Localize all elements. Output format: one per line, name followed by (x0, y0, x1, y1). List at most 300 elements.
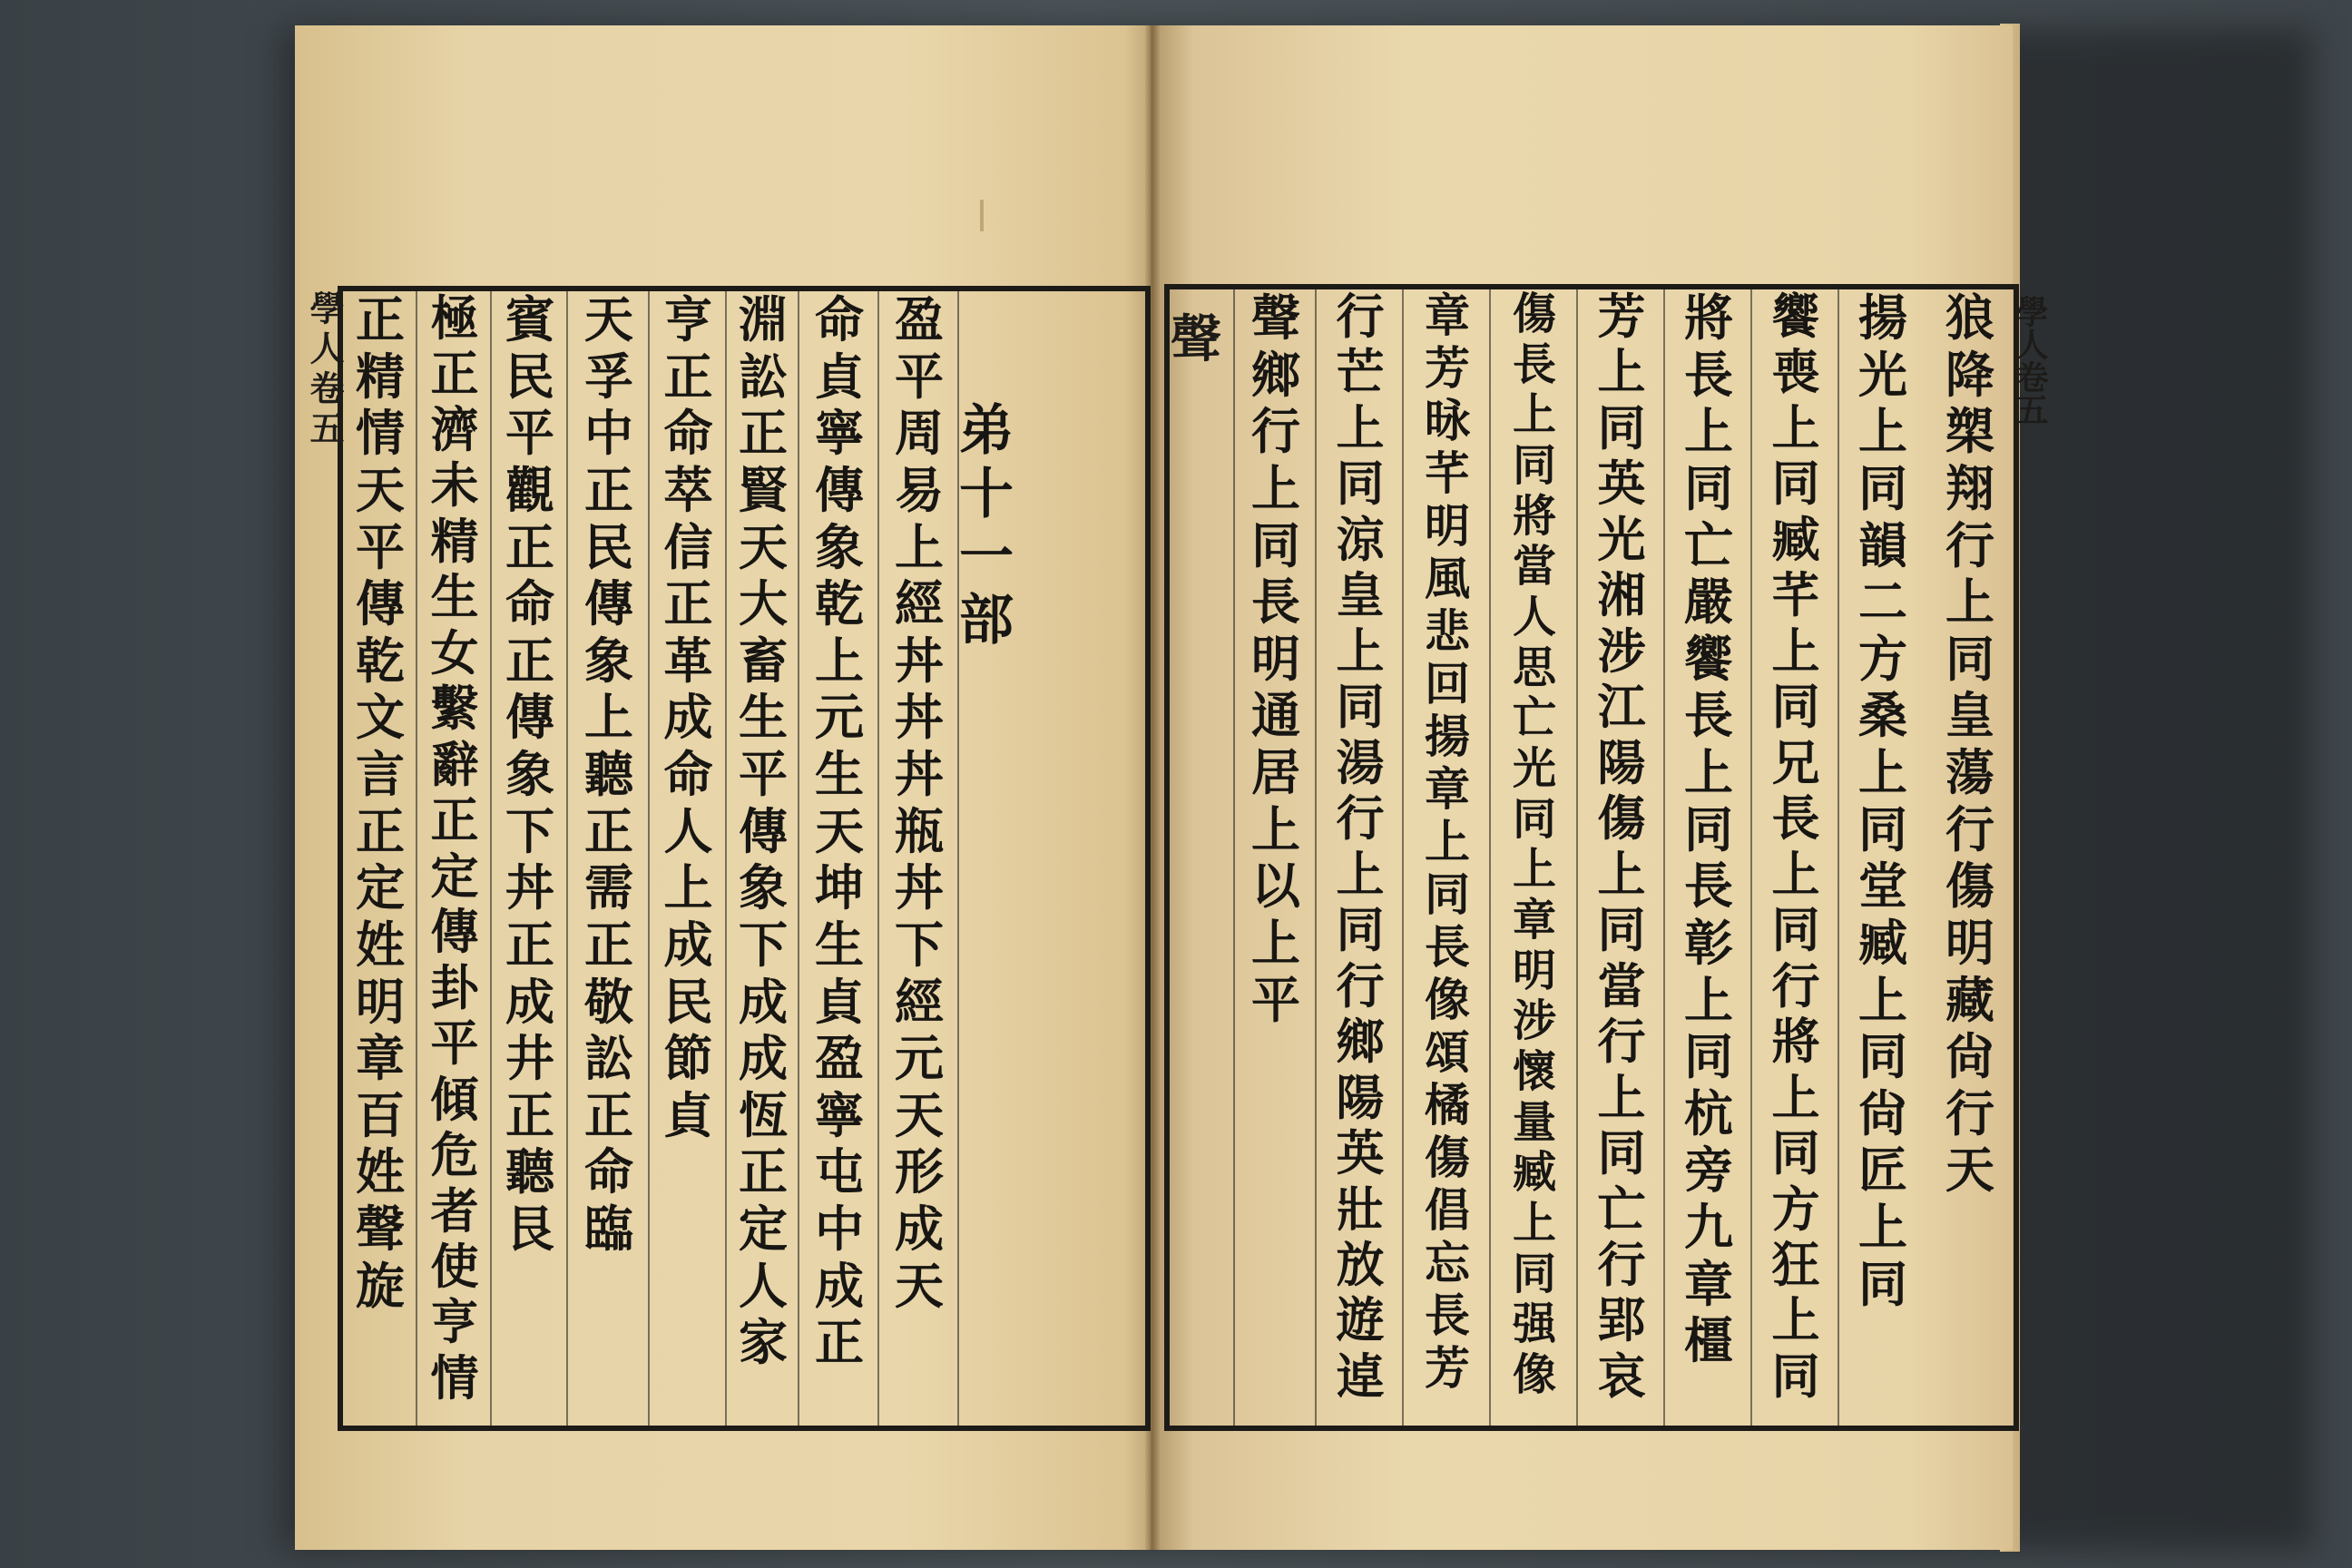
column-char: 信 (663, 517, 713, 576)
column-char: 行 (1336, 289, 1385, 345)
column-char: 中 (815, 1200, 864, 1258)
column-char: 命 (663, 745, 713, 803)
column-char: 同 (1597, 902, 1646, 959)
column-char: 長 (1684, 686, 1733, 745)
column-char: 節 (663, 1029, 713, 1088)
column-char: 正 (739, 404, 788, 463)
column-char: 將 (1684, 289, 1733, 347)
column-char: 家 (739, 1313, 788, 1372)
column-char: 天 (895, 1256, 944, 1315)
column-char: 下 (895, 915, 944, 974)
column-char: 觀 (505, 460, 554, 519)
column-char: 同 (1858, 1027, 1907, 1086)
column-char: 光 (1858, 345, 1907, 404)
column-char: 揚 (1858, 289, 1907, 347)
column-char: 上 (895, 517, 944, 576)
column-char: 居 (1251, 743, 1300, 801)
column-char: 行 (1336, 957, 1385, 1014)
column-char: 天 (815, 801, 864, 860)
column-char: 狂 (1771, 1236, 1820, 1293)
column-char: 女 (430, 624, 479, 681)
column-char: 需 (584, 858, 633, 917)
column-char: 貞 (663, 1085, 713, 1144)
column-char: 橘 (1425, 1078, 1470, 1132)
column-char: 丼 (895, 631, 944, 690)
column-char: 聽 (505, 1142, 554, 1201)
column-char: 成 (663, 688, 713, 747)
column-char: 正 (505, 915, 554, 974)
column-char: 平 (739, 745, 788, 803)
column-char: 平 (430, 1015, 479, 1073)
column-char: 長 (1771, 790, 1820, 848)
column-char: 二 (1858, 573, 1907, 632)
column-char: 上 (1945, 573, 1994, 632)
text-column (341, 291, 417, 1426)
column-char: 上 (1425, 815, 1470, 868)
column-char: 江 (1597, 679, 1646, 736)
column-char: 敬 (584, 972, 633, 1031)
column-char: 章 (1425, 289, 1470, 342)
column-char: 丼 (505, 858, 554, 917)
column-char: 逴 (1336, 1348, 1385, 1405)
column-char: 槊 (1945, 402, 1994, 461)
column-char: 姓 (356, 915, 405, 974)
text-column (1233, 289, 1317, 1426)
column-char: 民 (584, 517, 633, 576)
column-char: 象 (815, 517, 864, 576)
column-char: 芳 (1597, 289, 1646, 345)
column-char: 丼 (895, 688, 944, 747)
column-char: 人 (663, 801, 713, 860)
column-char: 湘 (1597, 567, 1646, 624)
column-char: 皇 (1945, 686, 1994, 745)
column-char: 光 (1597, 511, 1646, 568)
column-char: 亡 (1684, 515, 1733, 574)
column-char: 繫 (430, 681, 479, 738)
column-char: 成 (739, 972, 788, 1031)
text-column (1489, 289, 1578, 1426)
column-char: 像 (1425, 973, 1470, 1026)
column-char: 正 (356, 801, 405, 860)
paper-crease (980, 200, 984, 231)
column-char: 上 (1771, 846, 1820, 903)
column-char: 臧 (1771, 511, 1820, 568)
right-text-block (1164, 284, 2019, 1431)
column-char: 上 (1512, 1198, 1556, 1250)
column-char: 上 (1251, 913, 1300, 972)
column-char: 思 (1512, 642, 1556, 693)
column-char: 章 (356, 1029, 405, 1088)
text-column (1926, 289, 2014, 1426)
column-char: 使 (430, 1238, 479, 1295)
column-char: 上 (1597, 846, 1646, 903)
column-char: 上 (815, 631, 864, 690)
column-char: 藏 (1945, 970, 1994, 1029)
column-char: 生 (815, 745, 864, 803)
column-char: 生 (430, 569, 479, 626)
text-column (1050, 291, 1145, 1426)
column-char: 同 (1771, 456, 1820, 513)
column-char: 傷 (1512, 289, 1556, 339)
column-char: 芊 (1425, 446, 1470, 500)
column-char: 中 (584, 404, 633, 463)
column-char: 上 (1771, 622, 1820, 680)
column-char: 上 (663, 858, 713, 917)
column-char: 章 (1512, 895, 1556, 946)
column-char: 周 (895, 404, 944, 463)
column-char: 方 (1771, 1181, 1820, 1238)
column-char: 精 (356, 347, 405, 406)
column-char: 堂 (1858, 857, 1907, 916)
section-heading: 弟十一部 (959, 399, 1014, 652)
column-char: 同 (1945, 629, 1994, 688)
column-char: 賢 (739, 460, 788, 519)
column-char: 涼 (1336, 511, 1385, 568)
column-char: 明 (1251, 629, 1300, 688)
column-char: 上 (1771, 1069, 1820, 1126)
column-char: 經 (895, 972, 944, 1031)
column-char: 同 (1336, 902, 1385, 959)
left-page-margin-label: 學人卷五 (304, 290, 345, 450)
column-char: 人 (1512, 592, 1556, 643)
column-char: 當 (1597, 957, 1646, 1014)
text-column (566, 291, 650, 1426)
column-char: 屯 (815, 1142, 864, 1201)
column-char: 同 (1425, 867, 1470, 921)
column-char: 韻 (1858, 515, 1907, 574)
column-char: 象 (739, 858, 788, 917)
text-column (1838, 289, 1926, 1426)
column-char: 揚 (1425, 710, 1470, 763)
column-char: 上 (1858, 970, 1907, 1029)
column-char (1089, 291, 1106, 348)
column-char: 平 (895, 347, 944, 406)
column-char: 極 (430, 290, 479, 347)
column-char: 壯 (1336, 1181, 1385, 1238)
column-char: 喪 (1771, 344, 1820, 401)
column-char: 鄉 (1336, 1014, 1385, 1071)
column-char: 兄 (1771, 734, 1820, 791)
heading-column (957, 291, 1050, 1426)
column-char: 正 (663, 574, 713, 633)
column-char: 同 (1858, 799, 1907, 858)
column-char: 言 (356, 745, 405, 803)
column-char: 濟 (430, 401, 479, 458)
column-char: 哀 (1597, 1348, 1646, 1405)
column-char: 陽 (1336, 1069, 1385, 1126)
column-char: 正 (505, 631, 554, 690)
column-char: 同 (1684, 1027, 1733, 1086)
column-char: 將 (1771, 1014, 1820, 1071)
column-char: 傳 (430, 904, 479, 961)
column-char: 長 (1425, 1289, 1470, 1342)
column-char: 傷 (1945, 857, 1994, 916)
text-column (798, 291, 879, 1426)
column-char: 亨 (663, 290, 713, 348)
column-char: 經 (895, 574, 944, 633)
text-column (1576, 289, 1665, 1426)
column-char: 量 (1512, 1096, 1556, 1148)
column-char: 回 (1425, 657, 1470, 710)
column-char: 正 (663, 347, 713, 406)
text-column (648, 291, 727, 1426)
column-char: 上 (1597, 1069, 1646, 1126)
column-char: 橿 (1684, 1311, 1733, 1370)
column-char: 郢 (1597, 1292, 1646, 1349)
column-char: 貞 (815, 972, 864, 1031)
column-char: 定 (430, 848, 479, 905)
column-char: 聲 (1251, 289, 1300, 347)
column-char: 上 (1336, 622, 1385, 680)
column-char: 長 (1684, 857, 1733, 916)
column-char: 文 (356, 688, 405, 747)
column-char: 正 (584, 801, 633, 860)
column-char: 遊 (1336, 1292, 1385, 1349)
column-char: 悲 (1425, 604, 1470, 658)
column-char: 倡 (1425, 1183, 1470, 1237)
column-char: 寧 (815, 1085, 864, 1144)
column-char: 百 (356, 1085, 405, 1144)
column-char: 上 (1684, 970, 1733, 1029)
column-char: 明 (356, 972, 405, 1031)
column-char: 形 (895, 1142, 944, 1201)
column-char: 長 (1251, 573, 1300, 632)
column-char: 行 (1336, 790, 1385, 848)
column-char: 井 (505, 1029, 554, 1088)
column-char: 孚 (584, 347, 633, 406)
column-char: 同 (1336, 679, 1385, 736)
column-char: 方 (1858, 629, 1907, 688)
column-char: 寧 (815, 404, 864, 463)
column-char: 英 (1336, 1125, 1385, 1182)
column-char: 亡 (1597, 1181, 1646, 1238)
column-char: 同 (1512, 793, 1556, 845)
column-char: 上 (1251, 799, 1300, 858)
column-char: 尙 (1945, 1027, 1994, 1086)
column-char: 行 (1945, 799, 1994, 858)
column-char: 同 (1858, 1254, 1907, 1313)
column-char: 行 (1597, 1014, 1646, 1071)
column-char: 象 (584, 631, 633, 690)
column-char: 同 (1858, 458, 1907, 517)
column-char: 湯 (1336, 734, 1385, 791)
column-char: 元 (895, 1029, 944, 1088)
column-char: 明 (1425, 499, 1470, 553)
column-char: 以 (1251, 857, 1300, 916)
text-column (877, 291, 959, 1426)
column-char: 傾 (430, 1071, 479, 1128)
column-char: 民 (505, 347, 554, 406)
column-char: 長 (1425, 920, 1470, 974)
column-char: 下 (505, 801, 554, 860)
column-char: 臨 (584, 1200, 633, 1258)
column-char: 傳 (815, 460, 864, 519)
column-char: 强 (1512, 1298, 1556, 1350)
column-char: 芊 (1771, 567, 1820, 624)
left-text-block (338, 286, 1151, 1431)
column-char: 同 (1597, 399, 1646, 456)
column-char: 臧 (1512, 1147, 1556, 1199)
column-char: 同 (1684, 458, 1733, 517)
column-char: 行 (1251, 402, 1300, 461)
column-char: 定 (739, 1200, 788, 1258)
column-char: 長 (1684, 345, 1733, 404)
text-column (1402, 289, 1491, 1426)
column-char: 行 (1945, 515, 1994, 574)
column-char: 饗 (1771, 289, 1820, 345)
column-char: 恆 (739, 1085, 788, 1144)
text-column (1750, 289, 1839, 1426)
column-char: 蕩 (1945, 743, 1994, 801)
column-char: 芳 (1425, 1341, 1470, 1395)
column-char: 上 (1684, 743, 1733, 801)
column-char: 上 (1336, 846, 1385, 903)
column-char: 天 (1945, 1141, 1994, 1200)
column-char: 艮 (505, 1200, 554, 1258)
column-char: 章 (1684, 1254, 1733, 1313)
column-char: 行 (1771, 957, 1820, 1014)
column-char: 陽 (1597, 734, 1646, 791)
column-char: 同 (1251, 515, 1300, 574)
column-char: 涉 (1597, 622, 1646, 680)
column-char: 定 (356, 858, 405, 917)
column-char: 危 (430, 1127, 479, 1184)
column-char: 訟 (739, 347, 788, 406)
column-char: 行 (1597, 1236, 1646, 1293)
column-char: 杭 (1684, 1083, 1733, 1142)
right-page-end-char: 聲 (1171, 309, 1221, 369)
column-char: 畜 (739, 631, 788, 690)
column-char: 上 (1684, 402, 1733, 461)
column-char: 易 (895, 460, 944, 519)
column-char: 風 (1425, 552, 1470, 605)
column-char: 明 (1512, 945, 1556, 996)
column-char: 乾 (356, 631, 405, 690)
column-char: 旋 (356, 1256, 405, 1315)
column-char: 亡 (1512, 692, 1556, 744)
column-char: 同 (1771, 902, 1820, 959)
column-char: 正 (584, 915, 633, 974)
column-char: 訟 (584, 1029, 633, 1088)
column-char: 天 (895, 1085, 944, 1144)
column-char: 上 (1251, 458, 1300, 517)
column-char: 下 (739, 915, 788, 974)
column-char: 傷 (1425, 1131, 1470, 1184)
column-char: 大 (739, 574, 788, 633)
column-char: 亨 (430, 1294, 479, 1351)
column-char: 人 (739, 1256, 788, 1315)
column-char: 桑 (1858, 686, 1907, 745)
column-char: 當 (1512, 541, 1556, 593)
column-char: 上 (1512, 389, 1556, 441)
column-char: 命 (815, 290, 864, 348)
column-char: 情 (430, 1349, 479, 1406)
column-char: 將 (1512, 490, 1556, 542)
column-char: 上 (1858, 1198, 1907, 1256)
column-char: 成 (739, 1029, 788, 1088)
column-char: 上 (1597, 344, 1646, 401)
column-char: 正 (430, 792, 479, 849)
text-column (1315, 289, 1404, 1426)
column-char: 頌 (1425, 1025, 1470, 1079)
column-char: 匠 (1858, 1141, 1907, 1200)
column-char: 瓶 (895, 801, 944, 860)
column-char: 同 (1512, 440, 1556, 492)
column-char: 上 (1858, 743, 1907, 801)
column-char: 成 (895, 1200, 944, 1258)
column-char: 萃 (663, 460, 713, 519)
column-char: 天 (739, 517, 788, 576)
text-column (416, 291, 492, 1426)
column-char: 正 (356, 290, 405, 348)
column-char: 命 (505, 574, 554, 633)
column-char: 正 (505, 1085, 554, 1144)
column-char: 同 (1771, 679, 1820, 736)
column-char: 正 (430, 346, 479, 403)
text-column (725, 291, 799, 1426)
column-char: 涉 (1512, 995, 1556, 1047)
column-char: 忘 (1425, 1236, 1470, 1289)
column-char: 降 (1945, 345, 1994, 404)
column-char: 傳 (739, 801, 788, 860)
column-char: 芳 (1425, 341, 1470, 395)
column-char: 命 (663, 404, 713, 463)
column-char: 正 (739, 1142, 788, 1201)
column-char: 聲 (356, 1200, 405, 1258)
column-char: 聽 (584, 745, 633, 803)
column-char: 盈 (895, 290, 944, 348)
column-char: 傷 (1597, 790, 1646, 848)
column-char: 生 (815, 915, 864, 974)
column-char: 饗 (1684, 629, 1733, 688)
column-char: 乾 (815, 574, 864, 633)
column-char: 同 (1771, 1348, 1820, 1405)
column-char: 賓 (505, 290, 554, 348)
column-char: 卦 (430, 959, 479, 1016)
column-char: 傳 (584, 574, 633, 633)
column-char: 象 (505, 745, 554, 803)
column-char: 明 (1945, 913, 1994, 972)
column-char: 臧 (1858, 913, 1907, 972)
column-char: 平 (505, 404, 554, 463)
column-char: 丼 (895, 858, 944, 917)
column-char: 正 (584, 460, 633, 519)
column-char: 傳 (505, 688, 554, 747)
column-char: 傳 (356, 574, 405, 633)
column-char: 丼 (895, 745, 944, 803)
column-char: 翔 (1945, 458, 1994, 517)
column-char: 天 (584, 290, 633, 348)
column-char: 狼 (1945, 289, 1994, 347)
column-char: 上 (584, 688, 633, 747)
column-char: 上 (1512, 844, 1556, 896)
right-page-margin-label: 學人卷五 (2011, 295, 2049, 426)
column-char: 盈 (815, 1029, 864, 1088)
column-char: 行 (1945, 1083, 1994, 1142)
column-char: 姓 (356, 1142, 405, 1201)
column-char: 正 (584, 1085, 633, 1144)
column-char: 精 (430, 513, 479, 570)
column-char: 鄉 (1251, 345, 1300, 404)
column-char: 上 (1771, 399, 1820, 456)
column-char: 芒 (1336, 344, 1385, 401)
column-char: 昹 (1425, 394, 1470, 447)
column-char: 嚴 (1684, 573, 1733, 632)
column-char: 上 (1336, 399, 1385, 456)
column-char: 像 (1512, 1349, 1556, 1401)
column-char: 旁 (1684, 1141, 1733, 1200)
column-char: 辭 (430, 736, 479, 793)
